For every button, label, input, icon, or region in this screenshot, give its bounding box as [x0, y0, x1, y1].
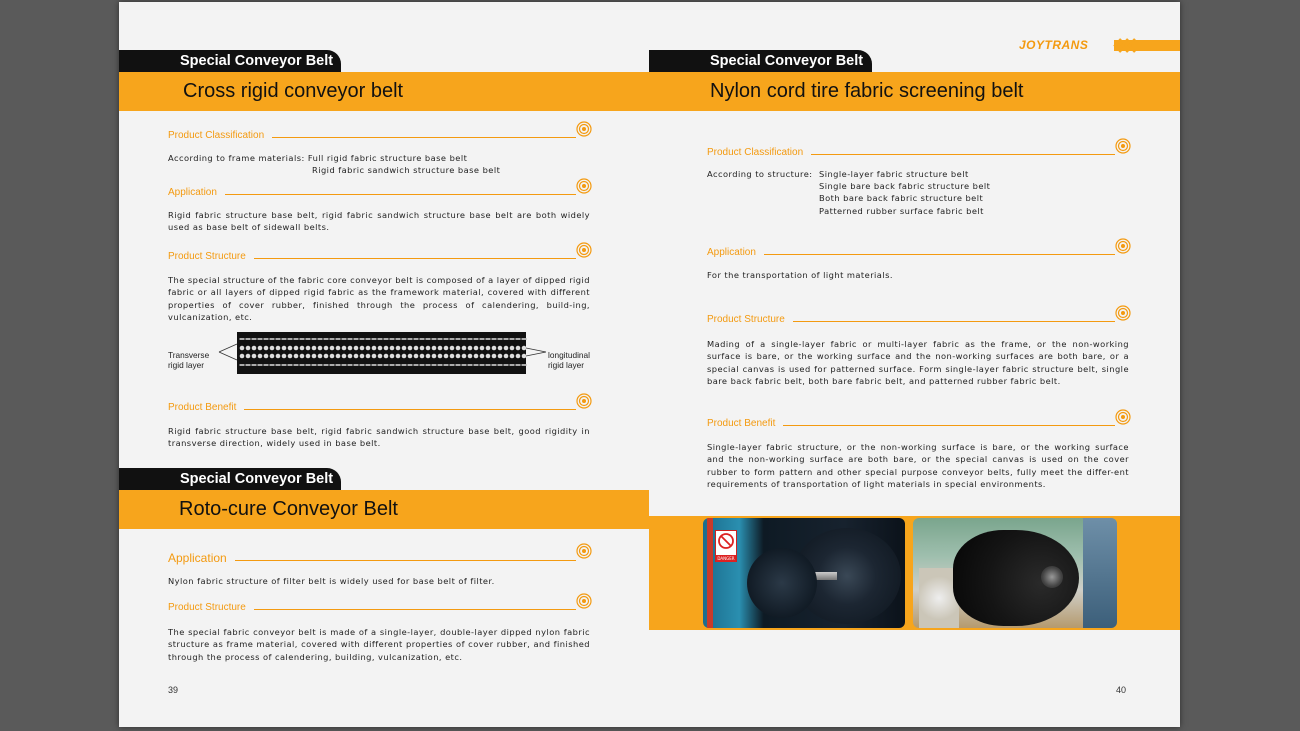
structure-heading — [168, 602, 592, 613]
fabric-weave-mark — [318, 364, 323, 366]
fabric-cord-dot — [504, 346, 509, 351]
fabric-weave-mark — [516, 364, 521, 366]
fabric-weave-mark — [288, 364, 293, 366]
page-number: 40 — [1116, 685, 1127, 695]
label-line: Transverse — [168, 350, 210, 360]
heading-rule — [254, 609, 576, 610]
fabric-cord-dot — [372, 346, 377, 351]
fabric-weave-mark — [276, 364, 281, 366]
fabric-cord-dot — [390, 354, 395, 359]
fabric-cord-dot — [432, 354, 437, 359]
fabric-cord-dot — [288, 346, 293, 351]
spiral-icon — [576, 178, 592, 194]
fabric-weave-mark — [480, 338, 485, 340]
fabric-cord-dot — [396, 346, 401, 351]
fabric-cord-dot — [300, 346, 305, 351]
fabric-weave-mark — [240, 338, 245, 340]
fabric-weave-mark — [486, 338, 491, 340]
fabric-weave-mark — [468, 364, 473, 366]
fabric-cord-dot — [450, 346, 455, 351]
structure-text: The special fabric conveyor belt is made of a single-layer, double-layer dipped nylon fabric structure as frame material, covered with different properties of cover rubber, and finished through the process of calendering, building, vulcanization, etc. — [168, 627, 590, 662]
heading-label: Application — [168, 187, 217, 198]
fabric-cord-dot — [348, 354, 353, 359]
fabric-cord-dot — [312, 346, 317, 351]
fabric-weave-mark — [432, 364, 437, 366]
fabric-weave-mark — [330, 364, 335, 366]
structure-heading — [168, 251, 592, 262]
fabric-weave-mark — [252, 338, 257, 340]
label-line: rigid layer — [168, 360, 204, 370]
fabric-weave-mark — [360, 338, 365, 340]
fabric-cord-dot — [522, 354, 527, 359]
fabric-weave-mark — [492, 338, 497, 340]
fabric-weave-mark — [384, 364, 389, 366]
fabric-cord-dot — [288, 354, 293, 359]
fabric-cord-dot — [276, 346, 281, 351]
fabric-weave-mark — [486, 364, 491, 366]
fabric-weave-mark — [498, 338, 503, 340]
fabric-weave-mark — [282, 338, 287, 340]
belt-roll-front — [747, 548, 817, 618]
fabric-weave-mark — [510, 364, 515, 366]
fabric-weave-mark — [450, 364, 455, 366]
belt-roll-photo-1 — [703, 518, 905, 628]
belt-roll-photo-2 — [913, 518, 1117, 628]
spiral-icon — [1115, 305, 1131, 321]
fabric-weave-mark — [402, 338, 407, 340]
logo-text: JOYTRANS — [1019, 38, 1089, 52]
classification-item: Patterned rubber surface fabric belt — [819, 206, 984, 216]
heading-rule — [244, 409, 576, 410]
fabric-cord-dot — [264, 354, 269, 359]
fabric-weave-mark — [456, 364, 461, 366]
classification-item: Single bare back fabric structure belt — [819, 181, 991, 191]
classification-lead: According to structure: — [707, 169, 813, 179]
fabric-weave-mark — [378, 338, 383, 340]
section-title-banner: Cross rigid conveyor belt — [119, 72, 649, 111]
fabric-weave-mark — [480, 364, 485, 366]
fabric-cord-dot — [270, 354, 275, 359]
fabric-weave-mark — [294, 364, 299, 366]
fabric-weave-mark — [414, 364, 419, 366]
fabric-weave-mark — [354, 338, 359, 340]
danger-sign-text: DANGER — [717, 556, 735, 561]
heading-label: Product Classification — [168, 130, 265, 141]
benefit-heading — [707, 418, 1131, 429]
diagram-label-longitudinal — [548, 350, 590, 370]
page-39 — [119, 2, 649, 727]
fabric-weave-mark — [414, 338, 419, 340]
heading-label: Product Benefit — [168, 402, 237, 413]
fabric-cord-dot — [504, 354, 509, 359]
fabric-cord-dot — [444, 354, 449, 359]
spiral-icon — [1115, 138, 1131, 154]
fabric-cord-dot — [318, 354, 323, 359]
fabric-cord-dot — [282, 354, 287, 359]
section-tab: Special Conveyor Belt — [119, 468, 341, 490]
fabric-cord-dot — [414, 346, 419, 351]
fabric-weave-mark — [270, 338, 275, 340]
fabric-cord-dot — [300, 354, 305, 359]
fabric-cord-dot — [384, 354, 389, 359]
classification-line: According to frame materials: Full rigid fabric structure base belt — [168, 153, 468, 163]
application-text: Nylon fabric structure of filter belt is widely used for base belt of filter. — [168, 576, 495, 586]
spiral-icon — [576, 242, 592, 258]
fabric-cord-dot — [408, 346, 413, 351]
fabric-cord-dot — [354, 346, 359, 351]
fabric-cord-dot — [324, 346, 329, 351]
fabric-weave-mark — [288, 338, 293, 340]
fabric-weave-mark — [276, 338, 281, 340]
fabric-weave-mark — [324, 338, 329, 340]
fabric-cord-dot — [240, 346, 245, 351]
fabric-weave-mark — [462, 338, 467, 340]
fabric-cord-dot — [312, 354, 317, 359]
fabric-weave-mark — [408, 364, 413, 366]
fabric-cord-dot — [276, 354, 281, 359]
fabric-cord-dot — [462, 354, 467, 359]
benefit-heading — [168, 402, 592, 413]
fabric-weave-mark — [240, 364, 245, 366]
label-line: longitudinal — [548, 350, 590, 360]
label-line: rigid layer — [548, 360, 584, 370]
fabric-weave-mark — [270, 364, 275, 366]
fabric-cord-dot — [366, 354, 371, 359]
fabric-cord-dot — [390, 346, 395, 351]
spiral-icon — [1115, 238, 1131, 254]
fabric-weave-mark — [324, 364, 329, 366]
heading-label: Product Structure — [168, 602, 246, 613]
structure-text: The special structure of the fabric core conveyor belt is composed of a layer of dipped rigid fabric or all layers of dipped rigid fabric as the framework material, covered with different properties of cover rubber, finished through the process of calendering, build-ing, vulcanization, etc. — [168, 275, 590, 322]
fabric-weave-mark — [372, 364, 377, 366]
classification-item: Both bare back fabric structure belt — [819, 193, 984, 203]
fabric-cord-dot — [438, 346, 443, 351]
fabric-weave-mark — [474, 364, 479, 366]
spiral-icon — [576, 593, 592, 609]
fabric-cord-dot — [360, 354, 365, 359]
fabric-cord-dot — [480, 346, 485, 351]
section-title-banner: Nylon cord tire fabric screening belt — [649, 72, 1180, 111]
fabric-cord-dot — [348, 346, 353, 351]
fabric-cord-dot — [378, 354, 383, 359]
heading-rule — [811, 154, 1115, 155]
fabric-cord-dot — [516, 354, 521, 359]
heading-label: Product Structure — [168, 251, 246, 262]
heading-rule — [235, 560, 576, 561]
section-tab: Special Conveyor Belt — [119, 50, 341, 72]
fabric-weave-mark — [264, 364, 269, 366]
heading-rule — [254, 258, 576, 259]
fabric-cord-dot — [450, 354, 455, 359]
fabric-cord-dot — [306, 346, 311, 351]
fabric-weave-mark — [384, 338, 389, 340]
classification-heading — [707, 147, 1131, 158]
fabric-cord-dot — [474, 354, 479, 359]
fabric-cord-dot — [486, 354, 491, 359]
benefit-text: Rigid fabric structure base belt, rigid fabric sandwich structure base belt, good rigidity in transverse direction, widely used in base belt. — [168, 426, 590, 449]
belt-cross-section-diagram — [214, 330, 554, 376]
fabric-cord-dot — [258, 354, 263, 359]
page-number: 39 — [168, 685, 179, 695]
application-heading — [168, 187, 592, 198]
fabric-weave-mark — [336, 364, 341, 366]
fabric-cord-dot — [372, 354, 377, 359]
fabric-cord-dot — [420, 346, 425, 351]
fabric-cord-dot — [474, 346, 479, 351]
fabric-weave-mark — [396, 338, 401, 340]
fabric-cord-dot — [510, 354, 515, 359]
heading-rule — [783, 425, 1115, 426]
fabric-cord-dot — [384, 346, 389, 351]
fabric-weave-mark — [300, 338, 305, 340]
spiral-icon — [576, 393, 592, 409]
heading-label: Product Benefit — [707, 418, 776, 429]
fabric-cord-dot — [468, 346, 473, 351]
application-heading — [707, 247, 1131, 258]
fabric-weave-mark — [264, 338, 269, 340]
fabric-cord-dot — [486, 346, 491, 351]
fabric-cord-dot — [264, 346, 269, 351]
fabric-weave-mark — [306, 364, 311, 366]
fabric-cord-dot — [258, 346, 263, 351]
fabric-cord-dot — [294, 354, 299, 359]
fabric-weave-mark — [432, 338, 437, 340]
spiral-icon — [576, 121, 592, 137]
fabric-weave-mark — [498, 364, 503, 366]
fabric-cord-dot — [456, 354, 461, 359]
fabric-cord-dot — [492, 346, 497, 351]
fabric-cord-dot — [330, 346, 335, 351]
fabric-weave-mark — [360, 364, 365, 366]
fabric-weave-mark — [312, 338, 317, 340]
heading-rule — [225, 194, 576, 195]
fabric-weave-mark — [246, 364, 251, 366]
fabric-cord-dot — [336, 354, 341, 359]
application-heading — [168, 551, 592, 565]
classification-line: Rigid fabric sandwich structure base belt — [312, 165, 501, 175]
fabric-cord-dot — [432, 346, 437, 351]
fabric-cord-dot — [360, 346, 365, 351]
fabric-weave-mark — [378, 364, 383, 366]
fabric-weave-mark — [354, 364, 359, 366]
fabric-weave-mark — [516, 338, 521, 340]
fabric-weave-mark — [372, 338, 377, 340]
fabric-weave-mark — [474, 338, 479, 340]
fabric-weave-mark — [348, 338, 353, 340]
fabric-weave-mark — [258, 338, 263, 340]
chevron-icon — [1113, 38, 1143, 53]
fabric-cord-dot — [270, 346, 275, 351]
fabric-weave-mark — [504, 364, 509, 366]
fabric-cord-dot — [420, 354, 425, 359]
fabric-cord-dot — [492, 354, 497, 359]
fabric-cord-dot — [294, 346, 299, 351]
roll-core — [1041, 566, 1063, 588]
fabric-weave-mark — [312, 364, 317, 366]
heading-rule — [764, 254, 1115, 255]
fabric-weave-mark — [468, 338, 473, 340]
fabric-weave-mark — [390, 338, 395, 340]
fabric-weave-mark — [300, 364, 305, 366]
fabric-cord-dot — [252, 346, 257, 351]
fabric-weave-mark — [444, 338, 449, 340]
heading-label: Product Classification — [707, 147, 804, 158]
benefit-text: Single-layer fabric structure, or the non-working surface is bare, or the working surface and the non-working surface are both bare, or the special canvas is used on the cover rubber to form pattern and other special purpose conveyor belts, fully meet the differ-ent requirements of transportation of light materials in special environments. — [707, 442, 1129, 489]
fabric-weave-mark — [444, 364, 449, 366]
fabric-weave-mark — [330, 338, 335, 340]
fabric-cord-dot — [444, 346, 449, 351]
diagram-label-transverse — [168, 350, 209, 370]
heading-label: Product Structure — [707, 314, 785, 325]
page-40 — [649, 2, 1180, 727]
fabric-cord-dot — [282, 346, 287, 351]
fabric-cord-dot — [498, 346, 503, 351]
classification-item: Single-layer fabric structure belt — [819, 169, 969, 179]
red-machine-post — [707, 518, 713, 628]
fabric-weave-mark — [366, 364, 371, 366]
fabric-cord-dot — [336, 346, 341, 351]
application-text: For the transportation of light materials. — [707, 270, 893, 280]
fabric-weave-mark — [510, 338, 515, 340]
joytrans-logo — [1017, 38, 1180, 53]
fabric-weave-mark — [348, 364, 353, 366]
fabric-weave-mark — [420, 338, 425, 340]
background-machine — [1083, 518, 1117, 628]
fabric-cord-dot — [246, 354, 251, 359]
fabric-weave-mark — [492, 364, 497, 366]
fabric-cord-dot — [414, 354, 419, 359]
fabric-cord-dot — [252, 354, 257, 359]
fabric-cord-dot — [438, 354, 443, 359]
spiral-icon — [1115, 409, 1131, 425]
heading-label: Application — [707, 247, 756, 258]
danger-sign — [715, 530, 737, 562]
section-title-banner: Roto-cure Conveyor Belt — [119, 490, 649, 529]
fabric-cord-dot — [378, 346, 383, 351]
structure-text: Mading of a single-layer fabric or multi-layer fabric as the frame, or the non-working surface is bare, or the working surface and the non-working surfaces are both bare, or a special canvas is used for patterned surface. Form single-layer fabric structure belt, single bare back fabric belt, both bare fabric belt, and patterned rubber fabric belt. — [707, 339, 1129, 386]
fabric-cord-dot — [522, 346, 527, 351]
fabric-weave-mark — [522, 364, 527, 366]
fabric-weave-mark — [426, 338, 431, 340]
fabric-cord-dot — [426, 346, 431, 351]
fabric-cord-dot — [396, 354, 401, 359]
fabric-weave-mark — [402, 364, 407, 366]
application-text: Rigid fabric structure base belt, rigid fabric sandwich structure base belt are both widely used as base belt of sidewall belts. — [168, 210, 590, 233]
fabric-weave-mark — [336, 338, 341, 340]
fabric-weave-mark — [438, 338, 443, 340]
fabric-cord-dot — [510, 346, 515, 351]
fabric-cord-dot — [480, 354, 485, 359]
brochure-spread — [119, 2, 1180, 727]
fabric-cord-dot — [516, 346, 521, 351]
fabric-cord-dot — [306, 354, 311, 359]
fabric-cord-dot — [426, 354, 431, 359]
fabric-weave-mark — [504, 338, 509, 340]
fabric-weave-mark — [396, 364, 401, 366]
fabric-cord-dot — [366, 346, 371, 351]
fabric-weave-mark — [420, 364, 425, 366]
fabric-weave-mark — [462, 364, 467, 366]
no-entry-icon — [716, 531, 736, 551]
fabric-cord-dot — [318, 346, 323, 351]
spiral-icon — [576, 543, 592, 559]
fabric-cord-dot — [498, 354, 503, 359]
fabric-cord-dot — [402, 354, 407, 359]
fabric-weave-mark — [450, 338, 455, 340]
fabric-cord-dot — [354, 354, 359, 359]
fabric-cord-dot — [468, 354, 473, 359]
fabric-weave-mark — [522, 338, 527, 340]
fabric-cord-dot — [342, 354, 347, 359]
classification-heading — [168, 130, 592, 141]
fabric-weave-mark — [294, 338, 299, 340]
heading-label: Application — [168, 551, 227, 565]
fabric-weave-mark — [318, 338, 323, 340]
fabric-cord-dot — [408, 354, 413, 359]
fabric-weave-mark — [390, 364, 395, 366]
fabric-weave-mark — [342, 338, 347, 340]
fabric-weave-mark — [252, 364, 257, 366]
section-tab: Special Conveyor Belt — [649, 50, 872, 72]
fabric-weave-mark — [456, 338, 461, 340]
fabric-cord-dot — [240, 354, 245, 359]
fabric-cord-dot — [246, 346, 251, 351]
structure-heading — [707, 314, 1131, 325]
fabric-cord-dot — [324, 354, 329, 359]
heading-rule — [272, 137, 576, 138]
fabric-cord-dot — [342, 346, 347, 351]
fabric-weave-mark — [246, 338, 251, 340]
heading-rule — [793, 321, 1115, 322]
fabric-weave-mark — [408, 338, 413, 340]
fabric-weave-mark — [342, 364, 347, 366]
fabric-weave-mark — [258, 364, 263, 366]
fabric-weave-mark — [306, 338, 311, 340]
fabric-cord-dot — [330, 354, 335, 359]
fabric-weave-mark — [426, 364, 431, 366]
fabric-weave-mark — [282, 364, 287, 366]
fabric-cord-dot — [462, 346, 467, 351]
fabric-cord-dot — [402, 346, 407, 351]
fabric-weave-mark — [438, 364, 443, 366]
fabric-weave-mark — [366, 338, 371, 340]
fabric-cord-dot — [456, 346, 461, 351]
